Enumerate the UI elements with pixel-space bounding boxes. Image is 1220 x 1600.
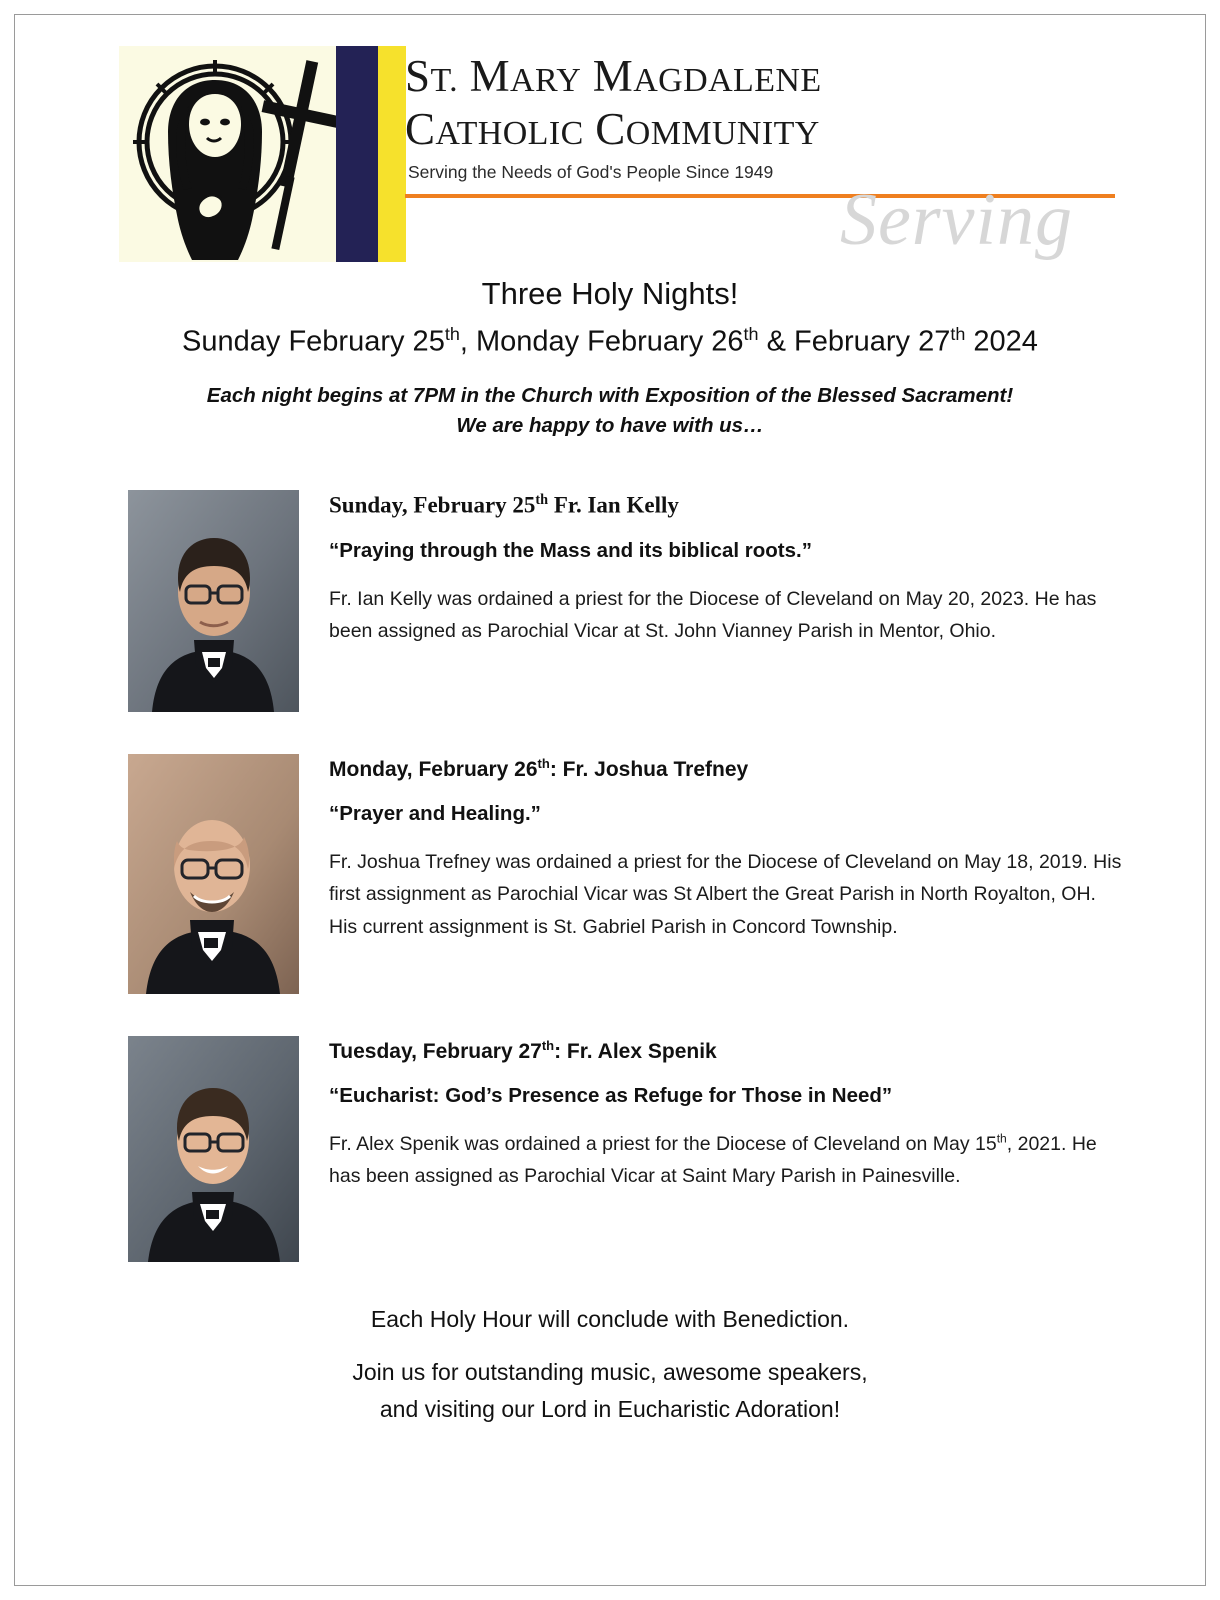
speaker-bio-part2: , 2021. He has been assigned as Parochial Vicar at Saint Mary Parish in Painesville. — [329, 1133, 1097, 1188]
serving-watermark: Serving — [839, 179, 1073, 261]
navy-bar — [336, 46, 378, 262]
speaker-entry — [128, 754, 1165, 994]
speaker-talk-title: “Eucharist: God’s Presence as Refuge for Those in Need” — [329, 1084, 893, 1108]
intro-section — [15, 276, 1205, 442]
speaker-name-label: : Fr. Alex Spenik — [554, 1040, 717, 1064]
speaker-details — [299, 754, 1165, 943]
page-border — [14, 14, 1206, 1586]
portrait-fr-ian-kelly — [128, 490, 299, 712]
logo-block — [119, 46, 406, 262]
event-dateline — [15, 324, 1205, 359]
org-name-line2-text: CATHOLIC COMMUNITY — [405, 104, 820, 155]
event-note — [15, 381, 1205, 443]
org-name-line1-text: ST. MARY MAGDALENE — [405, 51, 822, 101]
speaker-day-and-name — [329, 492, 1165, 519]
speaker-details — [299, 1036, 1165, 1192]
dateline-part-a: Sunday February 25 — [182, 325, 445, 358]
speaker-bio — [329, 1128, 1129, 1192]
footer-section — [15, 1304, 1205, 1425]
speaker-day-label: Sunday, February 25 — [329, 492, 536, 518]
speaker-name-label: : Fr. Joshua Trefney — [549, 758, 749, 782]
dateline-part-b: , Monday February 26 — [459, 325, 744, 358]
speaker-day-sup: th — [535, 492, 549, 509]
speaker-list — [15, 490, 1205, 1262]
speaker-bio-part1: Fr. Alex Spenik was ordained a priest for the Diocese of Cleveland on May 15 — [329, 1133, 997, 1156]
organization-title — [405, 50, 1105, 183]
dateline-sup-b: th — [743, 324, 759, 344]
portrait-fr-joshua-trefney — [128, 754, 299, 994]
dateline-part-c: & February 27 — [758, 325, 951, 358]
event-note-line1: Each night begins at 7PM in the Church with Exposition of the Blessed Sacrament! — [206, 383, 1014, 407]
st-mary-magdalene-logo-icon — [119, 46, 336, 262]
speaker-bio: Fr. Joshua Trefney was ordained a priest for the Diocese of Cleveland on May 18, 2019. His first assignment as Parochial Vicar was St Albert the Great Parish in North Royalton, OH. His current assignment is St. Gabriel Parish in Concord Township. — [329, 851, 1122, 938]
speaker-day-and-name — [329, 1038, 1165, 1064]
org-name-line2 — [405, 103, 1105, 156]
yellow-bar — [378, 46, 406, 262]
speaker-day-and-name — [329, 756, 1165, 782]
speaker-talk-title: “Prayer and Healing.” — [329, 802, 541, 826]
speaker-details — [299, 490, 1165, 647]
speaker-day-label: Monday, February 26 — [329, 758, 538, 782]
speaker-entry — [128, 490, 1165, 712]
footer-line-3: and visiting our Lord in Eucharistic Adoration! — [379, 1396, 841, 1423]
letterhead — [15, 30, 1205, 262]
footer-line-2: Join us for outstanding music, awesome speakers, — [352, 1359, 868, 1386]
speaker-talk-title: “Praying through the Mass and its biblical roots.” — [329, 538, 812, 562]
portrait-fr-alex-spenik — [128, 1036, 299, 1262]
event-note-line2: We are happy to have with us… — [456, 414, 764, 438]
speaker-bio-sup: th — [996, 1131, 1007, 1146]
speaker-day-label: Tuesday, February 27 — [329, 1040, 542, 1064]
speaker-day-sup: th — [537, 756, 550, 772]
dateline-sup-c: th — [950, 324, 966, 344]
speaker-entry — [128, 1036, 1165, 1262]
speaker-name-label: Fr. Ian Kelly — [548, 492, 679, 518]
footer-line-1: Each Holy Hour will conclude with Benediction. — [370, 1306, 850, 1333]
org-tagline: Serving the Needs of God's People Since 1949 — [408, 162, 774, 183]
page-title: Three Holy Nights! — [481, 276, 739, 311]
dateline-part-d: 2024 — [965, 325, 1038, 358]
speaker-day-sup: th — [541, 1038, 555, 1054]
org-name-line1 — [405, 50, 1105, 103]
dateline-sup-a: th — [444, 324, 460, 344]
speaker-bio: Fr. Ian Kelly was ordained a priest for the Diocese of Cleveland on May 20, 2023. He has been assigned as Parochial Vicar at St. John Vianney Parish in Mentor, Ohio. — [329, 587, 1097, 642]
